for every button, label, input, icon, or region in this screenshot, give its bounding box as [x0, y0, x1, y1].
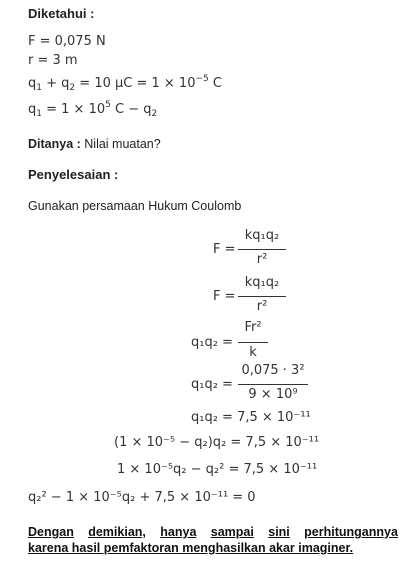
solution-intro: Gunakan persamaan Hukum Coulomb [28, 199, 242, 213]
conclusion-line-2: karena hasil pemfaktoran menghasilkan akar imaginer. [28, 541, 354, 555]
conclusion-word: demikian, [88, 525, 146, 539]
eq1-lhs: F = [213, 242, 236, 257]
known-charge-sum: $q_1 + q_2 = 10$ $\mu C = 1 \times 10^{-5}$ C [28, 74, 222, 93]
eq3-denominator: k [249, 345, 257, 360]
asked-text: Nilai muatan? [80, 137, 161, 151]
conclusion-word: Dengan [28, 525, 74, 539]
conclusion [28, 524, 398, 556]
eq3-lhs: q₁q₂ = [191, 335, 233, 350]
eq2-fraction-bar [238, 296, 286, 297]
eq2-lhs: F = [213, 289, 236, 304]
eq6: (1 × 10⁻⁵ − q₂)q₂ = 7,5 × 10⁻¹¹ [114, 435, 320, 450]
known-heading: Diketahui : [28, 6, 95, 21]
conclusion-word: perhitungannya [304, 525, 398, 539]
eq3-numerator: Fr² [244, 320, 262, 335]
asked-line [28, 137, 161, 151]
eq4-lhs: q₁q₂ = [191, 377, 233, 392]
eq1-denominator: r² [256, 252, 268, 267]
conclusion-word: hanya [160, 525, 197, 539]
conclusion-word: sampai [210, 525, 254, 539]
eq4-numerator: 0,075 · 3² [241, 363, 305, 378]
known-q1-expression: $q_1 = 1 \times 10^5$ $C - q_2$ [28, 100, 158, 119]
eq3-fraction-bar [238, 342, 268, 343]
solution-heading: Penyelesaian : [28, 167, 119, 182]
known-distance: r = 3 m [28, 53, 78, 68]
eq5: q₁q₂ = 7,5 × 10⁻¹¹ [191, 410, 311, 425]
eq7: 1 × 10⁻⁵q₂ − q₂² = 7,5 × 10⁻¹¹ [117, 462, 318, 477]
known-force: F = 0,075 N [28, 34, 106, 49]
eq1-numerator: kq₁q₂ [244, 228, 280, 243]
eq2-numerator: kq₁q₂ [244, 275, 280, 290]
eq4-fraction-bar [238, 384, 308, 385]
asked-label: Ditanya : [28, 137, 81, 151]
eq1-fraction-bar [238, 249, 286, 250]
conclusion-line-1 [28, 524, 398, 540]
eq4-denominator: 9 × 10⁹ [248, 387, 298, 402]
eq2-denominator: r² [256, 299, 268, 314]
conclusion-word: sini [268, 525, 290, 539]
eq8: q₂² − 1 × 10⁻⁵q₂ + 7,5 × 10⁻¹¹ = 0 [28, 490, 256, 505]
